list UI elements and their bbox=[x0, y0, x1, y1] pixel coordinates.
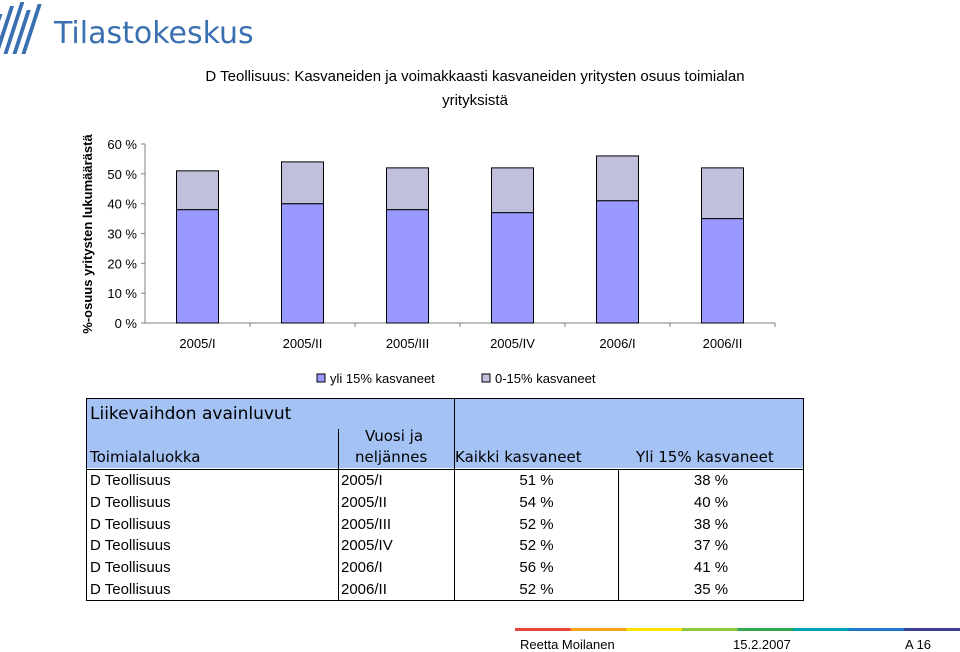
table-cell-r2-c3: 38 % bbox=[693, 515, 729, 533]
legend-swatch bbox=[482, 374, 490, 382]
table-cell-r0-c2: 51 % bbox=[519, 472, 554, 489]
x-tick-label: 2005/III bbox=[385, 336, 430, 351]
bar-yli-15-2005-iii bbox=[387, 210, 429, 323]
bar-0-15-2005-iii bbox=[387, 168, 429, 210]
chart-legend bbox=[317, 371, 596, 386]
bar-0-15-2005-i bbox=[177, 171, 219, 210]
y-tick-label: 30 % bbox=[107, 226, 137, 242]
bar-yli-15-2006-i bbox=[597, 201, 639, 323]
bar-0-15-2005-ii bbox=[282, 162, 324, 204]
table-cell-r4-c1: 2006/I bbox=[341, 559, 383, 577]
footer-bar-segment bbox=[849, 628, 905, 631]
footer-bar-segment bbox=[904, 628, 960, 631]
legend-label: yli 15% kasvaneet bbox=[330, 371, 435, 386]
footer-color-bar bbox=[515, 628, 960, 631]
table-cell-r3-c0: D Teollisuus bbox=[90, 537, 171, 555]
footer-bar-segment bbox=[626, 628, 682, 631]
y-tick-label: 50 % bbox=[107, 166, 137, 182]
table-cell-r0-c3: 38 % bbox=[693, 472, 729, 489]
bar-yli-15-2006-ii bbox=[702, 219, 744, 323]
table-cell-r1-c0: D Teollisuus bbox=[90, 493, 171, 511]
table-cell-r1-c3: 40 % bbox=[693, 493, 729, 511]
bar-yli-15-2005-i bbox=[177, 210, 219, 323]
chart-title-line-2: yrityksistä bbox=[442, 92, 508, 109]
x-tick-label: 2005/I bbox=[179, 336, 216, 351]
table-cell-r1-c2: 54 % bbox=[519, 493, 554, 511]
x-tick-label: 2005/II bbox=[282, 336, 323, 351]
footer-bar-segment bbox=[682, 628, 738, 631]
footer-author: Reetta Moilanen bbox=[520, 637, 615, 652]
table-cell-r4-c0: D Teollisuus bbox=[90, 559, 171, 577]
table-cell-r1-c1: 2005/II bbox=[341, 493, 387, 511]
legend-swatch bbox=[317, 374, 325, 382]
bar-0-15-2006-ii bbox=[702, 168, 744, 219]
header-toimialaluokka: Toimialaluokka bbox=[90, 448, 201, 466]
table-cell-r2-c0: D Teollisuus bbox=[90, 515, 171, 533]
footer-date: 15.2.2007 bbox=[733, 637, 791, 652]
table-cell-r5-c0: D Teollisuus bbox=[90, 581, 171, 598]
x-tick-label: 2006/II bbox=[702, 336, 743, 351]
y-tick-label: 0 % bbox=[114, 316, 137, 331]
svg-text:%-osuus yritysten lukumäärästä: %-osuus yritysten lukumäärästä bbox=[80, 134, 95, 334]
table-cell-r2-c1: 2005/III bbox=[341, 515, 392, 533]
legend-label: 0-15% kasvaneet bbox=[495, 371, 596, 386]
header-kaikki-kasvaneet: Kaikki kasvaneet bbox=[455, 448, 582, 466]
bar-yli-15-2005-ii bbox=[282, 204, 324, 323]
x-tick-label: 2005/IV bbox=[490, 336, 535, 351]
bar-yli-15-2005-iv bbox=[492, 213, 534, 323]
header-yli-15-kasvaneet: Yli 15% kasvaneet bbox=[636, 448, 774, 466]
table-cell-r2-c2: 52 % bbox=[519, 515, 554, 533]
y-tick-label: 10 % bbox=[107, 286, 137, 302]
table-cell-r5-c2: 52 % bbox=[519, 581, 554, 598]
y-tick-label: 20 % bbox=[107, 256, 137, 272]
table-cell-r5-c1: 2006/II bbox=[341, 581, 387, 598]
table-cell-r3-c2: 52 % bbox=[519, 537, 554, 555]
footer-bar-segment bbox=[515, 628, 571, 631]
bar-0-15-2005-iv bbox=[492, 168, 534, 213]
table-cell-r5-c3: 35 % bbox=[693, 581, 729, 598]
footer-bar-segment bbox=[571, 628, 627, 631]
table-cell-r4-c2: 56 % bbox=[519, 559, 554, 577]
key-figures-table bbox=[86, 398, 804, 601]
footer-bar-segment bbox=[738, 628, 794, 631]
header-vuosi-line1: Vuosi ja bbox=[365, 427, 424, 445]
table-cell-r4-c3: 41 % bbox=[693, 559, 729, 577]
footer-page-number: A 16 bbox=[905, 637, 932, 652]
table-cell-r0-c1: 2005/I bbox=[341, 472, 383, 489]
logo-text: Tilastokeskus bbox=[54, 16, 254, 51]
table-cell-r3-c1: 2005/IV bbox=[341, 537, 393, 555]
table-cell-r0-c0: D Teollisuus bbox=[90, 472, 171, 489]
table-cell-r3-c3: 37 % bbox=[693, 537, 729, 555]
y-tick-label: 40 % bbox=[107, 196, 137, 212]
x-tick-label: 2006/I bbox=[599, 336, 636, 351]
y-axis-label bbox=[80, 134, 95, 334]
chart-title-line-1: D Teollisuus: Kasvaneiden ja voimakkaasti kasvaneiden yritysten osuus toimialan bbox=[205, 68, 745, 85]
header-vuosi-line2: neljännes bbox=[355, 448, 428, 466]
footer-bar-segment bbox=[793, 628, 849, 631]
bar-0-15-2006-i bbox=[597, 156, 639, 201]
table-title: Liikevaihdon avainluvut bbox=[90, 404, 292, 424]
y-tick-label: 60 % bbox=[107, 137, 137, 152]
